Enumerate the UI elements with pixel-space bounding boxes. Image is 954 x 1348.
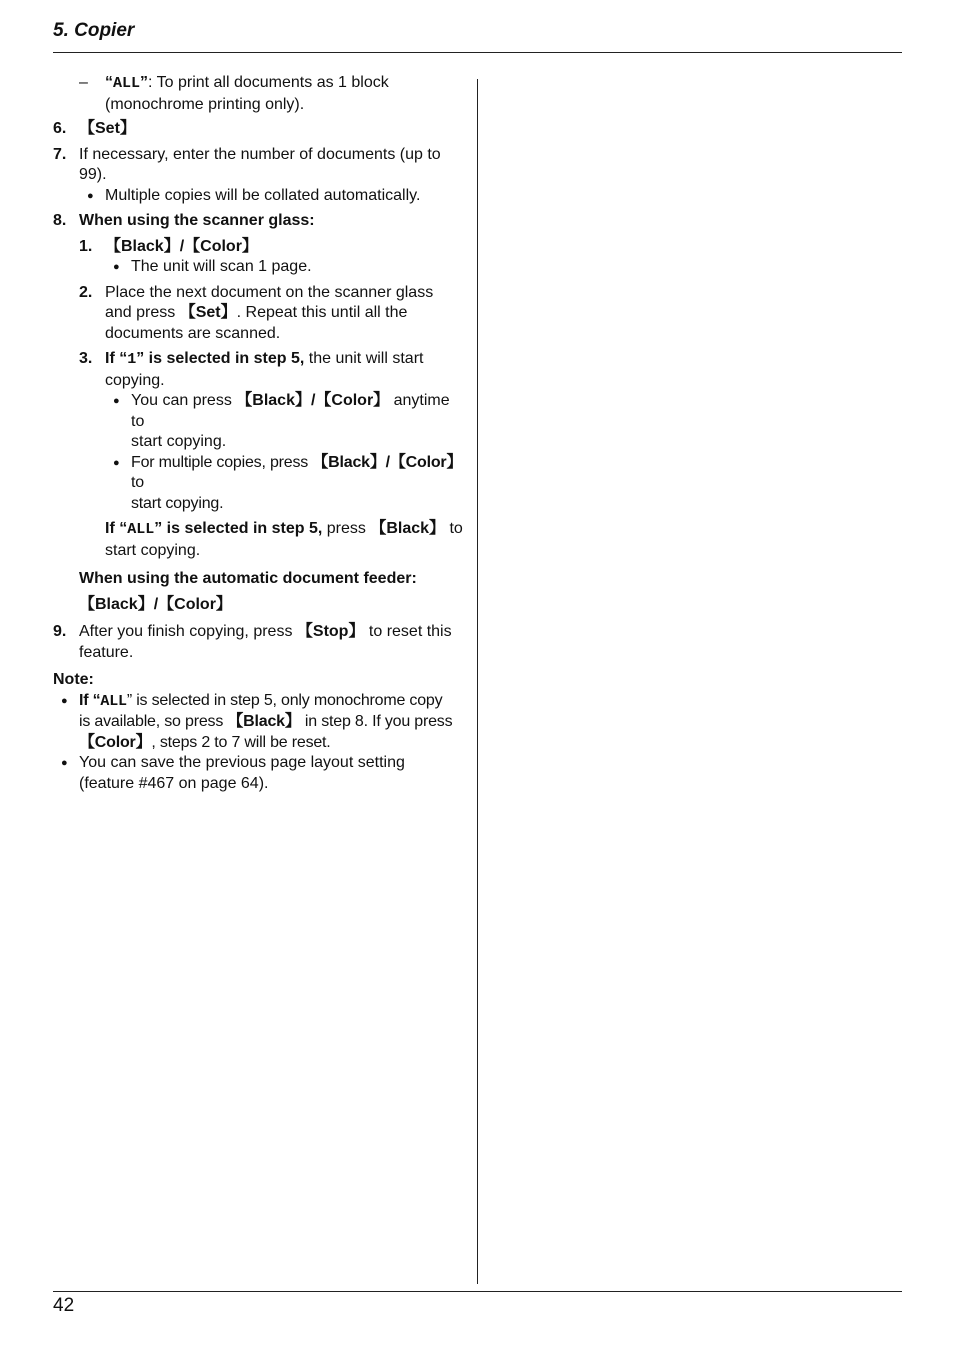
bullet-icon: ● [113, 456, 120, 469]
step-number: 6. [53, 120, 67, 137]
text: and press [105, 304, 180, 321]
substep-number: 3. [79, 350, 93, 367]
text: Multiple copies will be collated automatically. [105, 186, 421, 204]
text: If necessary, enter the number of documents (up to [79, 145, 441, 163]
footer-rule [53, 1291, 902, 1292]
text: ” is selected in step 5, only monochrome copy [126, 691, 443, 709]
bullet-icon: ● [113, 395, 120, 407]
text: the unit will start [304, 350, 424, 367]
note-bullet-2 [53, 753, 463, 794]
text: press [322, 520, 371, 537]
all-option-item [53, 73, 463, 115]
text: in step 8. If you press [300, 713, 453, 730]
key-black-color: 【Black】/【Color】 [79, 595, 232, 613]
substep-number: 2. [79, 283, 93, 301]
code-all: ALL [113, 75, 141, 92]
text: to reset this [364, 623, 452, 640]
text: to [445, 520, 463, 537]
text: : To print all documents as 1 block [148, 74, 389, 91]
key-black-color: 【Black】/【Color】 [105, 237, 258, 255]
substep-1 [53, 237, 463, 278]
key-set: 【Set】 [79, 120, 136, 137]
page-number: 42 [53, 1295, 75, 1316]
text: is available, so press [79, 713, 228, 730]
section-heading: When using the scanner glass: [79, 212, 315, 229]
header-rule [53, 52, 902, 53]
left-column [53, 73, 463, 794]
text: , steps 2 to 7 will be reset. [151, 733, 331, 751]
page-header-title: 5. Copier [53, 20, 135, 41]
text: After you finish copying, press [79, 623, 297, 640]
bullet-item [105, 257, 312, 278]
bullet-item [79, 186, 420, 207]
text: 99). [79, 166, 107, 183]
adf-section [53, 569, 463, 590]
key-color: 【Color】 [79, 733, 152, 751]
bullet-item [105, 453, 463, 515]
substep-3 [53, 349, 463, 561]
section-heading: When using the automatic document feeder: [79, 570, 417, 587]
text: anytime to [131, 392, 450, 430]
text: The unit will scan 1 page. [131, 258, 312, 275]
step-8 [53, 211, 463, 232]
code-all: ALL [127, 521, 155, 538]
text: If “ [105, 520, 128, 537]
bullet-item [105, 391, 463, 453]
text: copying. [105, 371, 165, 389]
step-7 [53, 145, 463, 207]
text: For multiple copies, press [131, 453, 313, 471]
bullet-icon: ● [113, 261, 120, 273]
dash-marker: – [79, 74, 88, 91]
text: start copying. [105, 541, 201, 559]
text: If “ [79, 691, 101, 709]
text: ” is selected in step 5, [136, 350, 305, 367]
key-black: 【Black】 [227, 713, 301, 730]
note-section [53, 670, 463, 794]
column-divider [477, 79, 478, 1284]
text: You can save the previous page layout setting [79, 754, 405, 771]
text: start copying. [131, 494, 224, 512]
key-black-color: 【Black】/【Color】 [236, 392, 390, 409]
bullet-icon: ● [61, 694, 68, 707]
text: . Repeat this until all the [236, 304, 408, 321]
code-all: ALL [100, 692, 127, 710]
text: You can press [131, 392, 237, 409]
note-bullet-1 [53, 691, 463, 754]
step-number: 8. [53, 212, 67, 229]
text: to [131, 474, 144, 491]
adf-key-row [53, 595, 463, 616]
text: start copying. [131, 433, 227, 450]
substep-2 [53, 283, 463, 345]
text: Place the next document on the scanner glass [105, 283, 434, 301]
all-selected-paragraph [105, 519, 463, 561]
bullet-icon: ● [87, 189, 94, 202]
text: (feature #467 on page 64). [79, 774, 269, 792]
key-black-color: 【Black】/【Color】 [312, 453, 463, 471]
key-stop: 【Stop】 [296, 623, 365, 640]
note-heading: Note: [53, 671, 94, 688]
key-black: 【Black】 [370, 520, 446, 537]
text: feature. [79, 643, 134, 661]
substep-number: 1. [79, 237, 93, 255]
bullet-icon: ● [61, 757, 68, 769]
text: (monochrome printing only). [105, 95, 305, 113]
key-set: 【Set】 [179, 304, 237, 321]
text: ” is selected in step 5, [154, 520, 323, 537]
step-number: 7. [53, 145, 67, 163]
step-number: 9. [53, 623, 67, 640]
quote: ” [140, 74, 149, 91]
text: documents are scanned. [105, 324, 281, 342]
step-6 [53, 119, 463, 140]
quote: “ [105, 74, 113, 91]
step-9 [53, 622, 463, 663]
code-1: 1 [127, 351, 137, 368]
text: If “ [105, 350, 128, 367]
